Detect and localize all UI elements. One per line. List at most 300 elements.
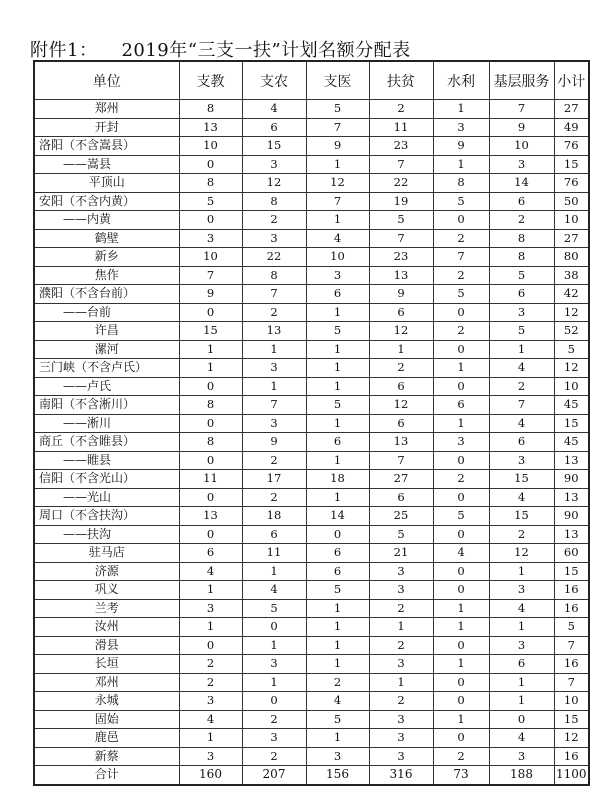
- table-row: [34, 655, 589, 674]
- cell-medical: 5: [306, 581, 369, 600]
- cell-subtotal: 52: [554, 322, 589, 341]
- cell-medical: 7: [306, 118, 369, 137]
- cell-agriculture: 0: [242, 692, 306, 711]
- table-row: [34, 285, 589, 304]
- cell-grassroots: 5: [489, 322, 554, 341]
- cell-water: 2: [433, 470, 489, 489]
- cell-poverty: 3: [369, 581, 433, 600]
- page-title: [30, 36, 411, 62]
- cell-teaching: 15: [179, 322, 242, 341]
- cell-grassroots: 1: [489, 618, 554, 637]
- cell-agriculture: 18: [242, 507, 306, 526]
- cell-poverty: 11: [369, 118, 433, 137]
- cell-unit: 固始: [34, 710, 179, 729]
- table-row: [34, 229, 589, 248]
- table-row: [34, 451, 589, 470]
- cell-teaching: 0: [179, 488, 242, 507]
- cell-water: 1: [433, 359, 489, 378]
- cell-unit: ——台前: [34, 303, 179, 322]
- cell-subtotal: 15: [554, 155, 589, 174]
- cell-unit: 南阳（不含淅川）: [34, 396, 179, 415]
- cell-medical: 14: [306, 507, 369, 526]
- cell-teaching: 11: [179, 470, 242, 489]
- cell-poverty: 1: [369, 673, 433, 692]
- cell-medical: 1: [306, 451, 369, 470]
- cell-medical: 1: [306, 488, 369, 507]
- cell-water: 2: [433, 229, 489, 248]
- cell-agriculture: 3: [242, 359, 306, 378]
- cell-subtotal: 15: [554, 562, 589, 581]
- cell-poverty: 5: [369, 525, 433, 544]
- cell-poverty: 3: [369, 710, 433, 729]
- cell-medical: 1: [306, 618, 369, 637]
- cell-unit: ——光山: [34, 488, 179, 507]
- cell-water: 1: [433, 155, 489, 174]
- cell-unit: 周口（不含扶沟）: [34, 507, 179, 526]
- cell-teaching: 9: [179, 285, 242, 304]
- cell-teaching: 3: [179, 229, 242, 248]
- cell-agriculture: 9: [242, 433, 306, 452]
- cell-poverty: 6: [369, 488, 433, 507]
- table-row: [34, 525, 589, 544]
- cell-subtotal: 38: [554, 266, 589, 285]
- table-row: [34, 137, 589, 156]
- cell-agriculture: 2: [242, 451, 306, 470]
- cell-medical: 1: [306, 636, 369, 655]
- cell-teaching: 0: [179, 414, 242, 433]
- cell-poverty: 13: [369, 266, 433, 285]
- cell-teaching: 5: [179, 192, 242, 211]
- cell-water: 0: [433, 377, 489, 396]
- cell-medical: 6: [306, 544, 369, 563]
- table-row: [34, 673, 589, 692]
- header-medical: 支医: [306, 61, 369, 100]
- cell-unit: 邓州: [34, 673, 179, 692]
- cell-subtotal: 16: [554, 581, 589, 600]
- cell-agriculture: 2: [242, 710, 306, 729]
- cell-unit: 鹤壁: [34, 229, 179, 248]
- cell-teaching: 4: [179, 710, 242, 729]
- cell-grassroots: 6: [489, 433, 554, 452]
- cell-grassroots: 1: [489, 673, 554, 692]
- cell-teaching: 1: [179, 581, 242, 600]
- cell-grassroots: 3: [489, 747, 554, 766]
- cell-water: 0: [433, 581, 489, 600]
- cell-water: 9: [433, 137, 489, 156]
- cell-water: 0: [433, 211, 489, 230]
- table-row: [34, 100, 589, 119]
- cell-poverty: 19: [369, 192, 433, 211]
- table-row: [34, 303, 589, 322]
- cell-agriculture: 7: [242, 285, 306, 304]
- cell-grassroots: 5: [489, 266, 554, 285]
- cell-water: 0: [433, 562, 489, 581]
- cell-water: 1: [433, 100, 489, 119]
- cell-unit: ——睢县: [34, 451, 179, 470]
- cell-poverty: 6: [369, 303, 433, 322]
- cell-teaching: 2: [179, 673, 242, 692]
- cell-poverty: 1: [369, 618, 433, 637]
- cell-agriculture: 2: [242, 303, 306, 322]
- cell-water: 0: [433, 729, 489, 748]
- cell-unit: 鹿邑: [34, 729, 179, 748]
- cell-subtotal: 15: [554, 414, 589, 433]
- cell-agriculture: 0: [242, 618, 306, 637]
- cell-water: 7: [433, 248, 489, 267]
- cell-unit: 兰考: [34, 599, 179, 618]
- cell-agriculture: 3: [242, 155, 306, 174]
- cell-water: 2: [433, 266, 489, 285]
- cell-subtotal: 50: [554, 192, 589, 211]
- cell-subtotal: 76: [554, 137, 589, 156]
- cell-grassroots: 9: [489, 118, 554, 137]
- cell-unit: 安阳（不含内黄）: [34, 192, 179, 211]
- cell-poverty: 2: [369, 100, 433, 119]
- cell-agriculture: 8: [242, 192, 306, 211]
- table-row: [34, 710, 589, 729]
- cell-teaching: 0: [179, 155, 242, 174]
- cell-agriculture: 7: [242, 396, 306, 415]
- cell-grassroots: 4: [489, 488, 554, 507]
- cell-grassroots: 1: [489, 562, 554, 581]
- cell-unit: 信阳（不含光山）: [34, 470, 179, 489]
- cell-water: 2: [433, 322, 489, 341]
- cell-subtotal: 90: [554, 507, 589, 526]
- cell-agriculture: 3: [242, 229, 306, 248]
- cell-medical: 10: [306, 248, 369, 267]
- cell-medical: 5: [306, 396, 369, 415]
- cell-teaching: 1: [179, 729, 242, 748]
- cell-subtotal: 76: [554, 174, 589, 193]
- table-row: [34, 544, 589, 563]
- cell-unit: 汝州: [34, 618, 179, 637]
- cell-grassroots: 3: [489, 636, 554, 655]
- cell-grassroots: 3: [489, 581, 554, 600]
- cell-medical: 1: [306, 599, 369, 618]
- cell-water: 0: [433, 488, 489, 507]
- cell-teaching: 8: [179, 433, 242, 452]
- cell-poverty: 23: [369, 137, 433, 156]
- cell-agriculture: 12: [242, 174, 306, 193]
- cell-poverty: 2: [369, 359, 433, 378]
- cell-poverty: 6: [369, 414, 433, 433]
- total-grassroots: 188: [489, 766, 554, 785]
- cell-subtotal: 16: [554, 599, 589, 618]
- header-subtotal: 小计: [554, 61, 589, 100]
- cell-teaching: 4: [179, 562, 242, 581]
- cell-agriculture: 11: [242, 544, 306, 563]
- cell-medical: 3: [306, 266, 369, 285]
- table-row: [34, 414, 589, 433]
- cell-unit: 新蔡: [34, 747, 179, 766]
- cell-poverty: 12: [369, 396, 433, 415]
- cell-unit: 滑县: [34, 636, 179, 655]
- total-row: [34, 766, 589, 785]
- table-body: [34, 100, 589, 785]
- header-unit: 单位: [34, 61, 179, 100]
- cell-water: 0: [433, 692, 489, 711]
- cell-agriculture: 4: [242, 100, 306, 119]
- cell-poverty: 7: [369, 451, 433, 470]
- cell-medical: 4: [306, 229, 369, 248]
- header-grassroots: 基层服务: [489, 61, 554, 100]
- cell-agriculture: 2: [242, 488, 306, 507]
- cell-water: 1: [433, 414, 489, 433]
- total-teaching: 160: [179, 766, 242, 785]
- cell-poverty: 3: [369, 729, 433, 748]
- table-row: [34, 118, 589, 137]
- cell-subtotal: 13: [554, 488, 589, 507]
- cell-subtotal: 45: [554, 396, 589, 415]
- cell-unit: 漯河: [34, 340, 179, 359]
- cell-agriculture: 3: [242, 414, 306, 433]
- cell-medical: 1: [306, 340, 369, 359]
- table-row: [34, 470, 589, 489]
- cell-teaching: 6: [179, 544, 242, 563]
- cell-grassroots: 0: [489, 710, 554, 729]
- cell-poverty: 2: [369, 636, 433, 655]
- header-row: [34, 61, 589, 100]
- cell-subtotal: 60: [554, 544, 589, 563]
- table-row: [34, 636, 589, 655]
- table-row: [34, 507, 589, 526]
- cell-grassroots: 1: [489, 340, 554, 359]
- table-row: [34, 211, 589, 230]
- cell-water: 1: [433, 655, 489, 674]
- cell-teaching: 13: [179, 507, 242, 526]
- cell-grassroots: 3: [489, 155, 554, 174]
- cell-unit: 新乡: [34, 248, 179, 267]
- cell-water: 4: [433, 544, 489, 563]
- cell-subtotal: 13: [554, 525, 589, 544]
- cell-medical: 2: [306, 673, 369, 692]
- cell-grassroots: 3: [489, 451, 554, 470]
- cell-unit: 济源: [34, 562, 179, 581]
- cell-subtotal: 7: [554, 673, 589, 692]
- cell-teaching: 13: [179, 118, 242, 137]
- cell-subtotal: 5: [554, 340, 589, 359]
- cell-grassroots: 4: [489, 359, 554, 378]
- cell-grassroots: 4: [489, 599, 554, 618]
- cell-subtotal: 90: [554, 470, 589, 489]
- header-poverty: 扶贫: [369, 61, 433, 100]
- cell-unit: 郑州: [34, 100, 179, 119]
- table-row: [34, 248, 589, 267]
- cell-poverty: 27: [369, 470, 433, 489]
- cell-grassroots: 15: [489, 470, 554, 489]
- title-main: 2019年“三支一扶”计划名额分配表: [121, 40, 411, 61]
- cell-medical: 1: [306, 211, 369, 230]
- cell-water: 2: [433, 747, 489, 766]
- cell-teaching: 10: [179, 137, 242, 156]
- table-row: [34, 562, 589, 581]
- cell-medical: 3: [306, 747, 369, 766]
- cell-subtotal: 10: [554, 211, 589, 230]
- cell-teaching: 0: [179, 636, 242, 655]
- cell-grassroots: 6: [489, 285, 554, 304]
- cell-water: 8: [433, 174, 489, 193]
- cell-unit: 开封: [34, 118, 179, 137]
- cell-unit: 巩义: [34, 581, 179, 600]
- cell-medical: 18: [306, 470, 369, 489]
- header-agriculture: 支农: [242, 61, 306, 100]
- cell-subtotal: 27: [554, 229, 589, 248]
- cell-medical: 6: [306, 433, 369, 452]
- cell-teaching: 7: [179, 266, 242, 285]
- cell-medical: 1: [306, 729, 369, 748]
- cell-agriculture: 1: [242, 636, 306, 655]
- cell-poverty: 23: [369, 248, 433, 267]
- cell-poverty: 12: [369, 322, 433, 341]
- table-row: [34, 692, 589, 711]
- cell-grassroots: 7: [489, 396, 554, 415]
- cell-grassroots: 3: [489, 303, 554, 322]
- cell-teaching: 1: [179, 340, 242, 359]
- cell-unit: 平顶山: [34, 174, 179, 193]
- cell-agriculture: 3: [242, 729, 306, 748]
- cell-poverty: 3: [369, 655, 433, 674]
- cell-subtotal: 80: [554, 248, 589, 267]
- table-row: [34, 747, 589, 766]
- cell-grassroots: 6: [489, 192, 554, 211]
- cell-subtotal: 5: [554, 618, 589, 637]
- cell-agriculture: 3: [242, 655, 306, 674]
- total-medical: 156: [306, 766, 369, 785]
- table-row: [34, 488, 589, 507]
- cell-teaching: 2: [179, 655, 242, 674]
- cell-water: 3: [433, 118, 489, 137]
- cell-poverty: 7: [369, 229, 433, 248]
- table-row: [34, 174, 589, 193]
- table-row: [34, 618, 589, 637]
- cell-subtotal: 10: [554, 692, 589, 711]
- cell-poverty: 2: [369, 692, 433, 711]
- table-row: [34, 599, 589, 618]
- cell-poverty: 7: [369, 155, 433, 174]
- cell-subtotal: 7: [554, 636, 589, 655]
- cell-poverty: 3: [369, 562, 433, 581]
- cell-agriculture: 8: [242, 266, 306, 285]
- cell-subtotal: 27: [554, 100, 589, 119]
- cell-agriculture: 4: [242, 581, 306, 600]
- cell-agriculture: 17: [242, 470, 306, 489]
- cell-medical: 1: [306, 414, 369, 433]
- cell-poverty: 2: [369, 599, 433, 618]
- cell-unit: 许昌: [34, 322, 179, 341]
- cell-unit: ——淅川: [34, 414, 179, 433]
- header-teaching: 支教: [179, 61, 242, 100]
- cell-agriculture: 2: [242, 747, 306, 766]
- cell-grassroots: 2: [489, 211, 554, 230]
- cell-teaching: 8: [179, 174, 242, 193]
- total-subtotal: 1100: [554, 766, 589, 785]
- cell-medical: 4: [306, 692, 369, 711]
- cell-teaching: 3: [179, 692, 242, 711]
- cell-teaching: 1: [179, 618, 242, 637]
- cell-grassroots: 2: [489, 377, 554, 396]
- cell-poverty: 25: [369, 507, 433, 526]
- cell-teaching: 8: [179, 100, 242, 119]
- total-agriculture: 207: [242, 766, 306, 785]
- cell-agriculture: 15: [242, 137, 306, 156]
- cell-poverty: 13: [369, 433, 433, 452]
- cell-unit: ——扶沟: [34, 525, 179, 544]
- table-row: [34, 433, 589, 452]
- cell-water: 0: [433, 636, 489, 655]
- cell-poverty: 21: [369, 544, 433, 563]
- cell-medical: 1: [306, 155, 369, 174]
- cell-grassroots: 12: [489, 544, 554, 563]
- cell-teaching: 0: [179, 525, 242, 544]
- cell-poverty: 9: [369, 285, 433, 304]
- cell-teaching: 3: [179, 747, 242, 766]
- cell-unit: 濮阳（不含台前）: [34, 285, 179, 304]
- cell-subtotal: 12: [554, 359, 589, 378]
- cell-teaching: 8: [179, 396, 242, 415]
- cell-subtotal: 49: [554, 118, 589, 137]
- cell-unit: 商丘（不含睢县）: [34, 433, 179, 452]
- cell-water: 1: [433, 599, 489, 618]
- cell-water: 1: [433, 710, 489, 729]
- cell-grassroots: 8: [489, 248, 554, 267]
- cell-unit: ——嵩县: [34, 155, 179, 174]
- cell-water: 0: [433, 340, 489, 359]
- cell-unit: 驻马店: [34, 544, 179, 563]
- cell-medical: 0: [306, 525, 369, 544]
- cell-poverty: 6: [369, 377, 433, 396]
- cell-poverty: 3: [369, 747, 433, 766]
- cell-agriculture: 5: [242, 599, 306, 618]
- table-row: [34, 322, 589, 341]
- cell-agriculture: 6: [242, 525, 306, 544]
- cell-subtotal: 10: [554, 377, 589, 396]
- cell-subtotal: 12: [554, 729, 589, 748]
- cell-medical: 5: [306, 100, 369, 119]
- cell-teaching: 3: [179, 599, 242, 618]
- cell-unit: 永城: [34, 692, 179, 711]
- table-row: [34, 155, 589, 174]
- table-row: [34, 396, 589, 415]
- cell-poverty: 5: [369, 211, 433, 230]
- cell-unit: 长垣: [34, 655, 179, 674]
- cell-teaching: 10: [179, 248, 242, 267]
- cell-agriculture: 1: [242, 562, 306, 581]
- cell-grassroots: 14: [489, 174, 554, 193]
- cell-teaching: 0: [179, 451, 242, 470]
- total-water: 73: [433, 766, 489, 785]
- cell-medical: 6: [306, 562, 369, 581]
- cell-water: 5: [433, 507, 489, 526]
- cell-subtotal: 13: [554, 451, 589, 470]
- cell-teaching: 0: [179, 303, 242, 322]
- cell-medical: 5: [306, 322, 369, 341]
- cell-medical: 1: [306, 359, 369, 378]
- table-row: [34, 581, 589, 600]
- cell-medical: 6: [306, 285, 369, 304]
- cell-medical: 1: [306, 377, 369, 396]
- cell-unit: 洛阳（不含嵩县）: [34, 137, 179, 156]
- header-water: 水利: [433, 61, 489, 100]
- table-row: [34, 192, 589, 211]
- cell-grassroots: 2: [489, 525, 554, 544]
- cell-grassroots: 10: [489, 137, 554, 156]
- total-label: 合计: [34, 766, 179, 785]
- cell-water: 3: [433, 433, 489, 452]
- cell-subtotal: 42: [554, 285, 589, 304]
- cell-grassroots: 6: [489, 655, 554, 674]
- cell-poverty: 1: [369, 340, 433, 359]
- cell-unit: ——内黄: [34, 211, 179, 230]
